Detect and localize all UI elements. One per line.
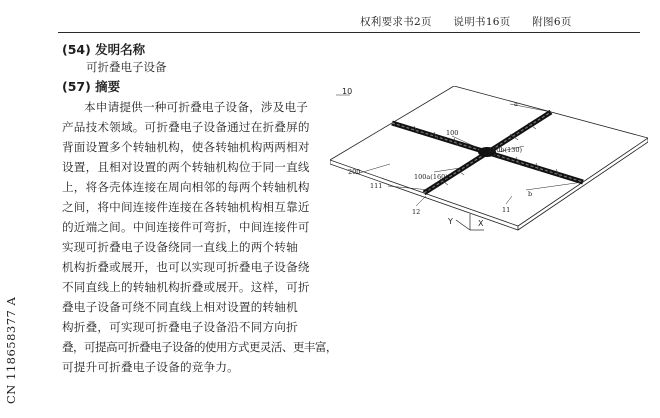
- publication-number: CN 118658377 A: [4, 296, 18, 404]
- abstract-line: 不同直线上的转轴机构折叠或展开。这样，可折: [62, 280, 310, 294]
- figure-label-housing-bottom: 12: [412, 208, 421, 216]
- abstract-line: 产品技术领域。可折叠电子设备通过在折叠屏的: [62, 120, 310, 134]
- figure-label-device: 10: [342, 87, 353, 96]
- abstract-line: 构折叠，可实现可折叠电子设备沿不同方向折: [62, 320, 298, 334]
- claims-page-count: 权利要求书2页: [360, 16, 432, 28]
- figure-label-housing-left: 111: [370, 182, 383, 190]
- abstract-heading: (57) 摘要: [62, 79, 121, 94]
- figure-label-middle: 100: [446, 129, 459, 137]
- abstract-line: 机构折叠或展开，也可以实现可折叠电子设备绕: [62, 260, 310, 274]
- abstract-line: 上，将各壳体连接在周向相邻的每两个转轴机构: [62, 180, 310, 194]
- abstract-line: 叠，可提高可折叠电子设备的使用方式更灵活、更丰富，: [62, 340, 337, 354]
- abstract-line: 本申请提供一种可折叠电子设备，涉及电子: [84, 100, 309, 114]
- axis-x-label: X: [478, 219, 484, 228]
- invention-title-heading: (54) 发明名称: [62, 42, 146, 57]
- abstract-line: 可提升可折叠电子设备的竞争力。: [62, 360, 239, 374]
- axis-indicator: [448, 208, 498, 244]
- figure-label-line-b: b: [528, 190, 533, 198]
- axis-y-arrow: [456, 220, 470, 230]
- figure-label-hinge-b: 100b(130): [488, 146, 523, 154]
- figure-label-line-a: a: [514, 100, 518, 108]
- document-header-info: [360, 14, 640, 29]
- abstract-text: [62, 97, 337, 377]
- figure-label-hinge-a: 100a(160): [414, 173, 448, 181]
- axis-y-label: Y: [448, 217, 453, 226]
- abstract-line: 背面设置多个转轴机构，使各转轴机构两两相对: [62, 140, 310, 154]
- invention-title: 可折叠电子设备: [86, 60, 167, 74]
- abstract-line: 之间，将中间连接件连接在各转轴机构相互靠近: [62, 200, 310, 214]
- description-page-count: 说明书16页: [453, 16, 511, 28]
- figure-label-housing-right: 11: [502, 206, 511, 214]
- figure-label-screen: 200: [348, 168, 361, 176]
- abstract-line: 的近端之间。中间连接件可弯折，中间连接件可: [62, 220, 310, 234]
- abstract-line: 叠电子设备可绕不同直线上相对设置的转轴机: [62, 300, 298, 314]
- abstract-line: 实现可折叠电子设备绕同一直线上的两个转轴: [62, 240, 298, 254]
- header-divider: [58, 32, 640, 33]
- drawings-page-count: 附图6页: [532, 16, 572, 28]
- abstract-line: 设置，且相对设置的两个转轴机构位于同一直线: [62, 160, 310, 174]
